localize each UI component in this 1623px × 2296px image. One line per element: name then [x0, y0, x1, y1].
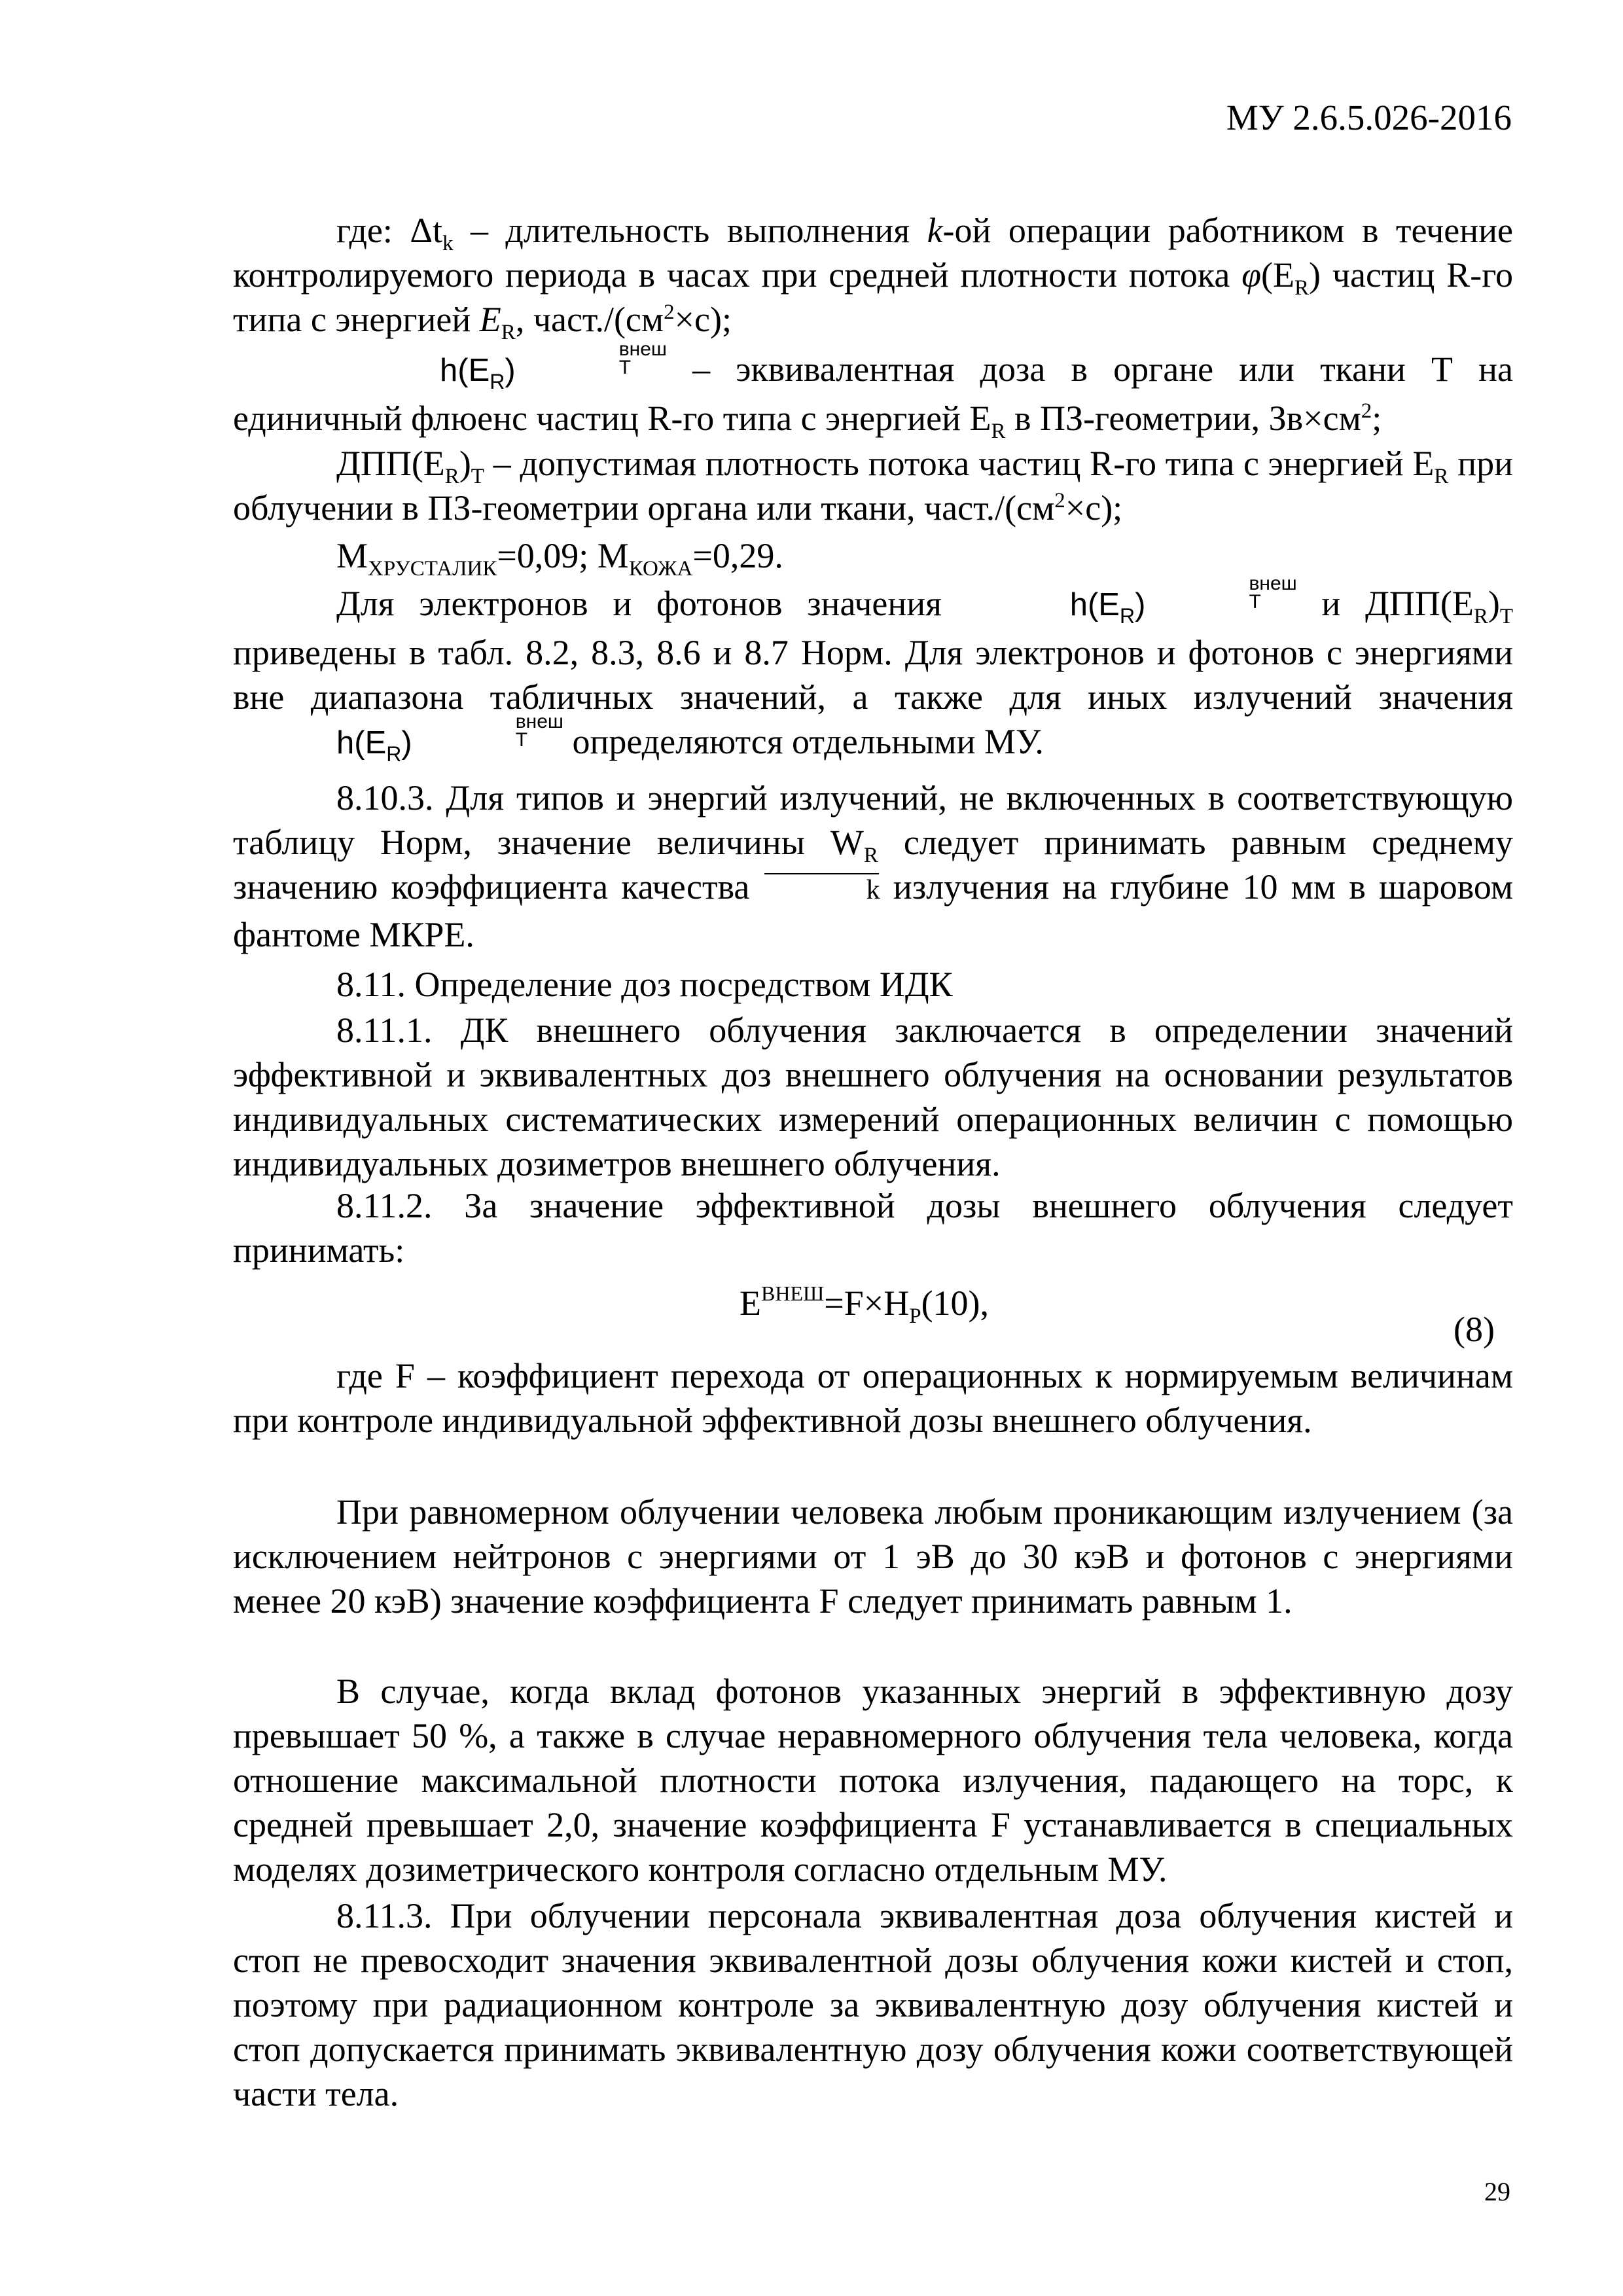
paragraph-m-coefficients: $М_{ХРУСТАЛИК}=0,09$; $М_{КОЖА}=0,29$.: [336, 536, 783, 581]
paragraph-8-11-2: 8.11.2. За значение эффективной дозы внешнего облучения следует принимать:: [233, 1186, 1513, 1270]
h-symbol: $h(E_R)$ внеш Т: [336, 711, 563, 766]
paragraph-8-11-1: 8.11.1. ДК внешнего облучения заключается в определении значений эффективной и эквивалентных доз внешнего облучения на основании результатов индивидуальных систематических измерений операционных величин с помощью индивидуальных дозиметров внешнего облучения.: [233, 1011, 1513, 1183]
k-bar-symbol: k: [763, 868, 880, 912]
equation-number: (8): [1454, 1310, 1495, 1349]
paragraph-8-11-3: 8.11.3. При облучении персонала эквивалентная доза облучения кистей и стоп не превосходит значения эквивалентной дозы облучения кожи кистей и стоп, поэтому при радиационном контроле за эквивалентную дозу облучения кистей и стоп допускается принимать эквивалентную дозу облучения кожи соответствующей части тела.: [233, 1896, 1513, 2113]
document-code-header: МУ 2.6.5.026-2016: [1226, 98, 1512, 137]
paragraph-dpp-definition: $ДПП(E_R)_Т$ – допустимая плотность потока частиц R-го типа с энергией $E_R$ при облучении в ПЗ-геометрии органа или ткани, $част./(см^2\times с)$;: [233, 444, 1514, 528]
formula-8: $E^{ВНЕШ}=F\times H_P(10)$,: [740, 1282, 990, 1328]
paragraph-h-definition: $h(E_R)$ внеш Т – эквивалентная доза в органе или ткани Т на единичный флюенс частиц R-го типа с энергией $E_R$ в ПЗ-геометрии, $Зв\times см^2$;: [233, 338, 1514, 443]
paragraph-nonuniform-irradiation: В случае, когда вклад фотонов указанных энергий в эффективную дозу превышает 50 %, а также в случае неравномерного облучения тела человека, когда отношение максимальной плотности потока излучения, падающего на торс, к средней превышает 2,0, значение коэффициента F устанавливается в специальных моделях дозиметрического контроля согласно отдельным МУ.: [233, 1672, 1513, 1889]
paragraph-8-10-3: 8.10.3. Для типов и энергий излучений, не включенных в соответствующую таблицу Норм, значение величины $W_R$ следует принимать равным среднему значению коэффициента качества k излучения на глубине 10 мм в шаровом фантоме МКРЕ.: [233, 778, 1513, 954]
paragraph-uniform-irradiation: При равномерном облучении человека любым проникающим излучением (за исключением нейтронов с энергиями от 1 эВ до 30 кэВ и фотонов с энергиями менее 20 кэВ) значение коэффициента F следует принимать равным 1.: [233, 1492, 1513, 1621]
page-number: 29: [1484, 2177, 1510, 2206]
paragraph-delta-t: где: $\Delta t_k$ – длительность выполнения k-ой операции работником в течение контролируемого периода в часах при средней плотности потока $\varphi(E_R)$ частиц R-го типа с энергией $E_R$, $част./(см^2\times с)$;: [233, 211, 1513, 344]
heading-8-11: 8.11. Определение доз посредством ИДК: [336, 965, 953, 1004]
h-symbol: $h(E_R)$ внеш Т: [440, 338, 667, 393]
paragraph-f-definition: где F – коэффициент перехода от операционных к нормируемым величинам при контроле индивидуальной эффективной дозы внешнего облучения.: [233, 1356, 1513, 1440]
paragraph-electrons-photons: Для электронов и фотонов значения $h(E_R)$ внеш Т и $ДПП(E_R)_Т$ приведены в табл. 8.2, 8.3, 8.6 и 8.7 Норм. Для электронов и фотонов с энергиями вне диапазона табличных значений, а также для иных излучений значения $h(E_R)$ внеш Т определяются отдельными МУ.: [233, 581, 1513, 768]
h-symbol: $h(E_R)$ внеш Т: [1069, 573, 1297, 628]
